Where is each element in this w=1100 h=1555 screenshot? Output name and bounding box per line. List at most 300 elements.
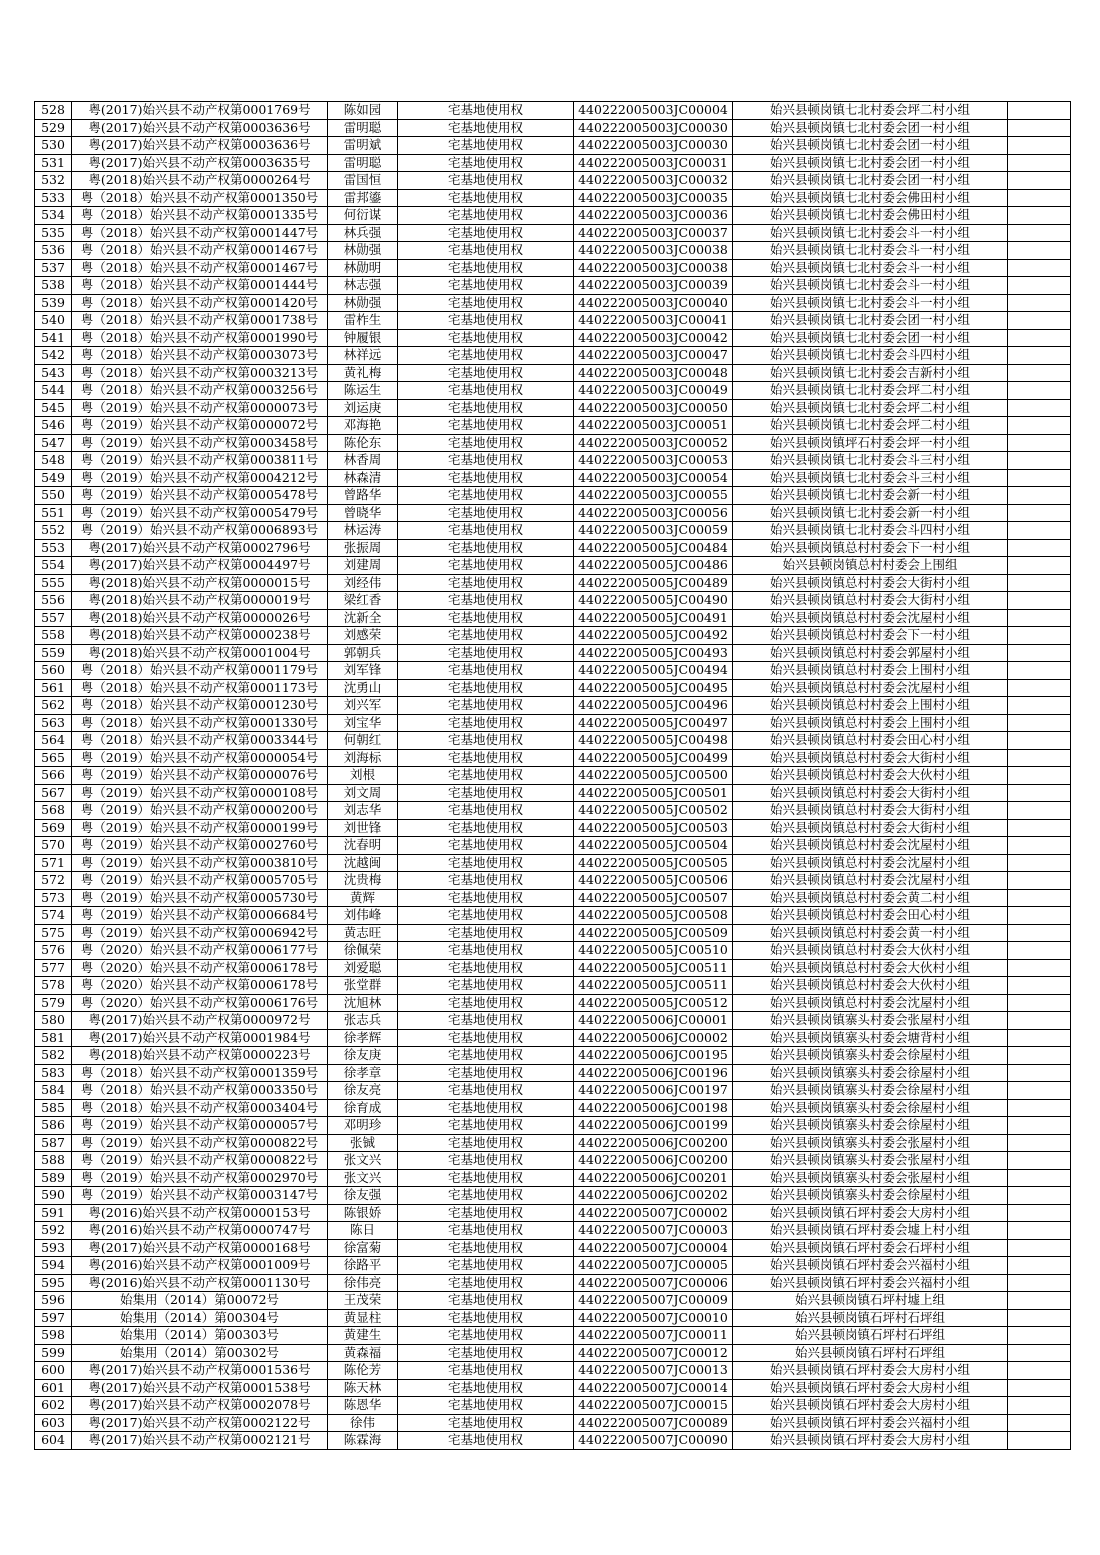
parcel-code-cell: 440222005003JC00059 xyxy=(574,522,733,540)
location-cell: 始兴县顿岗镇总村村委会下一村小组 xyxy=(733,627,1008,645)
right-type-cell: 宅基地使用权 xyxy=(398,189,574,207)
row-number-cell: 533 xyxy=(35,189,72,207)
parcel-code-cell: 440222005007JC00013 xyxy=(574,1362,733,1380)
row-number-cell: 565 xyxy=(35,749,72,767)
remark-cell xyxy=(1008,242,1071,260)
parcel-code-cell: 440222005006JC00198 xyxy=(574,1099,733,1117)
location-cell: 始兴县顿岗镇总村村委会大伙村小组 xyxy=(733,767,1008,785)
right-type-cell: 宅基地使用权 xyxy=(398,1082,574,1100)
parcel-code-cell: 440222005005JC00494 xyxy=(574,662,733,680)
owner-name-cell: 林勋强 xyxy=(328,242,398,260)
row-number-cell: 554 xyxy=(35,557,72,575)
parcel-code-cell: 440222005007JC00090 xyxy=(574,1432,733,1450)
remark-cell xyxy=(1008,1362,1071,1380)
right-type-cell: 宅基地使用权 xyxy=(398,1117,574,1135)
parcel-code-cell: 440222005003JC00053 xyxy=(574,452,733,470)
right-type-cell: 宅基地使用权 xyxy=(398,1047,574,1065)
right-type-cell: 宅基地使用权 xyxy=(398,294,574,312)
table-row xyxy=(35,347,1071,365)
location-cell: 始兴县顿岗镇总村村委会上围村小组 xyxy=(733,714,1008,732)
location-cell: 始兴县顿岗镇七北村委会新一村小组 xyxy=(733,504,1008,522)
parcel-code-cell: 440222005005JC00490 xyxy=(574,592,733,610)
table-row xyxy=(35,592,1071,610)
parcel-code-cell: 440222005003JC00038 xyxy=(574,259,733,277)
parcel-code-cell: 440222005005JC00503 xyxy=(574,819,733,837)
row-number-cell: 595 xyxy=(35,1274,72,1292)
row-number-cell: 561 xyxy=(35,679,72,697)
remark-cell xyxy=(1008,1204,1071,1222)
remark-cell xyxy=(1008,557,1071,575)
parcel-code-cell: 440222005006JC00002 xyxy=(574,1029,733,1047)
right-type-cell: 宅基地使用权 xyxy=(398,924,574,942)
owner-name-cell: 徐路平 xyxy=(328,1257,398,1275)
row-number-cell: 531 xyxy=(35,154,72,172)
row-number-cell: 540 xyxy=(35,312,72,330)
table-row xyxy=(35,399,1071,417)
parcel-code-cell: 440222005006JC00200 xyxy=(574,1134,733,1152)
location-cell: 始兴县顿岗镇石坪村委会兴福村小组 xyxy=(733,1414,1008,1432)
right-type-cell: 宅基地使用权 xyxy=(398,819,574,837)
row-number-cell: 580 xyxy=(35,1012,72,1030)
location-cell: 始兴县顿岗镇石坪村石坪组 xyxy=(733,1327,1008,1345)
remark-cell xyxy=(1008,277,1071,295)
table-row xyxy=(35,1134,1071,1152)
location-cell: 始兴县顿岗镇七北村委会团一村小组 xyxy=(733,119,1008,137)
owner-name-cell: 黄辉 xyxy=(328,889,398,907)
row-number-cell: 604 xyxy=(35,1432,72,1450)
owner-name-cell: 王茂荣 xyxy=(328,1292,398,1310)
remark-cell xyxy=(1008,1257,1071,1275)
location-cell: 始兴县顿岗镇总村村委会大街村小组 xyxy=(733,592,1008,610)
right-type-cell: 宅基地使用权 xyxy=(398,802,574,820)
owner-name-cell: 徐佩荣 xyxy=(328,942,398,960)
remark-cell xyxy=(1008,1187,1071,1205)
remark-cell xyxy=(1008,977,1071,995)
right-type-cell: 宅基地使用权 xyxy=(398,347,574,365)
owner-name-cell: 张振周 xyxy=(328,539,398,557)
remark-cell xyxy=(1008,1309,1071,1327)
certificate-number-cell: 粤（2019）始兴县不动产权第0003458号 xyxy=(72,434,328,452)
owner-name-cell: 林运涛 xyxy=(328,522,398,540)
table-row xyxy=(35,644,1071,662)
location-cell: 始兴县顿岗镇七北村委会新一村小组 xyxy=(733,487,1008,505)
location-cell: 始兴县顿岗镇寨头村委会徐屋村小组 xyxy=(733,1082,1008,1100)
table-row xyxy=(35,1432,1071,1450)
remark-cell xyxy=(1008,837,1071,855)
owner-name-cell: 刘兴军 xyxy=(328,697,398,715)
parcel-code-cell: 440222005003JC00038 xyxy=(574,242,733,260)
parcel-code-cell: 440222005005JC00507 xyxy=(574,889,733,907)
right-type-cell: 宅基地使用权 xyxy=(398,1397,574,1415)
remark-cell xyxy=(1008,522,1071,540)
table-row xyxy=(35,1362,1071,1380)
remark-cell xyxy=(1008,1064,1071,1082)
table-row xyxy=(35,487,1071,505)
remark-cell xyxy=(1008,959,1071,977)
right-type-cell: 宅基地使用权 xyxy=(398,1169,574,1187)
owner-name-cell: 陈银娇 xyxy=(328,1204,398,1222)
table-row xyxy=(35,1274,1071,1292)
remark-cell xyxy=(1008,1222,1071,1240)
right-type-cell: 宅基地使用权 xyxy=(398,767,574,785)
certificate-number-cell: 粤（2018）始兴县不动产权第0003256号 xyxy=(72,382,328,400)
right-type-cell: 宅基地使用权 xyxy=(398,242,574,260)
right-type-cell: 宅基地使用权 xyxy=(398,207,574,225)
owner-name-cell: 张文兴 xyxy=(328,1152,398,1170)
certificate-number-cell: 粤（2018）始兴县不动产权第0003404号 xyxy=(72,1099,328,1117)
remark-cell xyxy=(1008,994,1071,1012)
certificate-number-cell: 粤（2019）始兴县不动产权第0000054号 xyxy=(72,749,328,767)
owner-name-cell: 曾路华 xyxy=(328,487,398,505)
row-number-cell: 543 xyxy=(35,364,72,382)
certificate-number-cell: 粤（2019）始兴县不动产权第0002970号 xyxy=(72,1169,328,1187)
location-cell: 始兴县顿岗镇总村村委会田心村小组 xyxy=(733,907,1008,925)
location-cell: 始兴县顿岗镇七北村委会佛田村小组 xyxy=(733,207,1008,225)
table-row xyxy=(35,854,1071,872)
owner-name-cell: 林志强 xyxy=(328,277,398,295)
certificate-number-cell: 粤（2019）始兴县不动产权第0003147号 xyxy=(72,1187,328,1205)
row-number-cell: 528 xyxy=(35,102,72,120)
right-type-cell: 宅基地使用权 xyxy=(398,1379,574,1397)
owner-name-cell: 沈春明 xyxy=(328,837,398,855)
row-number-cell: 575 xyxy=(35,924,72,942)
location-cell: 始兴县顿岗镇总村村委会大街村小组 xyxy=(733,819,1008,837)
remark-cell xyxy=(1008,119,1071,137)
table-row xyxy=(35,189,1071,207)
right-type-cell: 宅基地使用权 xyxy=(398,1257,574,1275)
parcel-code-cell: 440222005003JC00042 xyxy=(574,329,733,347)
parcel-code-cell: 440222005007JC00009 xyxy=(574,1292,733,1310)
certificate-number-cell: 粤（2018）始兴县不动产权第0003073号 xyxy=(72,347,328,365)
certificate-number-cell: 粤(2018)始兴县不动产权第0001004号 xyxy=(72,644,328,662)
location-cell: 始兴县顿岗镇总村村委会大街村小组 xyxy=(733,749,1008,767)
owner-name-cell: 沈旭林 xyxy=(328,994,398,1012)
owner-name-cell: 沈勇山 xyxy=(328,679,398,697)
remark-cell xyxy=(1008,504,1071,522)
table-row xyxy=(35,452,1071,470)
remark-cell xyxy=(1008,399,1071,417)
parcel-code-cell: 440222005005JC00486 xyxy=(574,557,733,575)
row-number-cell: 529 xyxy=(35,119,72,137)
right-type-cell: 宅基地使用权 xyxy=(398,679,574,697)
owner-name-cell: 徐孝章 xyxy=(328,1064,398,1082)
remark-cell xyxy=(1008,154,1071,172)
right-type-cell: 宅基地使用权 xyxy=(398,977,574,995)
table-row xyxy=(35,1257,1071,1275)
table-row xyxy=(35,1222,1071,1240)
remark-cell xyxy=(1008,1397,1071,1415)
parcel-code-cell: 440222005005JC00502 xyxy=(574,802,733,820)
certificate-number-cell: 始集用（2014）第00302号 xyxy=(72,1344,328,1362)
row-number-cell: 591 xyxy=(35,1204,72,1222)
location-cell: 始兴县顿岗镇总村村委会沈屋村小组 xyxy=(733,994,1008,1012)
owner-name-cell: 陈伦东 xyxy=(328,434,398,452)
certificate-number-cell: 粤（2018）始兴县不动产权第0001330号 xyxy=(72,714,328,732)
right-type-cell: 宅基地使用权 xyxy=(398,154,574,172)
remark-cell xyxy=(1008,609,1071,627)
right-type-cell: 宅基地使用权 xyxy=(398,994,574,1012)
parcel-code-cell: 440222005005JC00506 xyxy=(574,872,733,890)
owner-name-cell: 陈天林 xyxy=(328,1379,398,1397)
owner-name-cell: 陈霖海 xyxy=(328,1432,398,1450)
certificate-number-cell: 粤（2019）始兴县不动产权第0000822号 xyxy=(72,1134,328,1152)
right-type-cell: 宅基地使用权 xyxy=(398,522,574,540)
remark-cell xyxy=(1008,1029,1071,1047)
row-number-cell: 537 xyxy=(35,259,72,277)
owner-name-cell: 张志兵 xyxy=(328,1012,398,1030)
remark-cell xyxy=(1008,819,1071,837)
location-cell: 始兴县顿岗镇寨头村委会徐屋村小组 xyxy=(733,1117,1008,1135)
owner-name-cell: 张铖 xyxy=(328,1134,398,1152)
location-cell: 始兴县顿岗镇寨头村委会张屋村小组 xyxy=(733,1169,1008,1187)
owner-name-cell: 林勋强 xyxy=(328,294,398,312)
certificate-number-cell: 粤（2019）始兴县不动产权第0000108号 xyxy=(72,784,328,802)
table-row xyxy=(35,1117,1071,1135)
remark-cell xyxy=(1008,697,1071,715)
certificate-number-cell: 粤(2017)始兴县不动产权第0001984号 xyxy=(72,1029,328,1047)
table-row xyxy=(35,1239,1071,1257)
right-type-cell: 宅基地使用权 xyxy=(398,172,574,190)
location-cell: 始兴县顿岗镇七北村委会坪二村小组 xyxy=(733,399,1008,417)
certificate-number-cell: 粤（2019）始兴县不动产权第0004212号 xyxy=(72,469,328,487)
location-cell: 始兴县顿岗镇石坪村委会兴福村小组 xyxy=(733,1257,1008,1275)
location-cell: 始兴县顿岗镇总村村委会大伙村小组 xyxy=(733,977,1008,995)
owner-name-cell: 刘军锋 xyxy=(328,662,398,680)
owner-name-cell: 徐富菊 xyxy=(328,1239,398,1257)
certificate-number-cell: 粤（2018）始兴县不动产权第0001230号 xyxy=(72,697,328,715)
certificate-number-cell: 粤（2018）始兴县不动产权第0001467号 xyxy=(72,242,328,260)
table-row xyxy=(35,1397,1071,1415)
remark-cell xyxy=(1008,924,1071,942)
remark-cell xyxy=(1008,1432,1071,1450)
row-number-cell: 586 xyxy=(35,1117,72,1135)
row-number-cell: 592 xyxy=(35,1222,72,1240)
row-number-cell: 545 xyxy=(35,399,72,417)
remark-cell xyxy=(1008,574,1071,592)
certificate-number-cell: 粤（2018）始兴县不动产权第0001467号 xyxy=(72,259,328,277)
remark-cell xyxy=(1008,1082,1071,1100)
parcel-code-cell: 440222005006JC00197 xyxy=(574,1082,733,1100)
table-row xyxy=(35,434,1071,452)
parcel-code-cell: 440222005003JC00039 xyxy=(574,277,733,295)
right-type-cell: 宅基地使用权 xyxy=(398,1029,574,1047)
owner-name-cell: 刘运庚 xyxy=(328,399,398,417)
owner-name-cell: 刘根 xyxy=(328,767,398,785)
owner-name-cell: 徐育成 xyxy=(328,1099,398,1117)
right-type-cell: 宅基地使用权 xyxy=(398,1414,574,1432)
remark-cell xyxy=(1008,189,1071,207)
parcel-code-cell: 440222005005JC00497 xyxy=(574,714,733,732)
parcel-code-cell: 440222005005JC00493 xyxy=(574,644,733,662)
location-cell: 始兴县顿岗镇七北村委会斗一村小组 xyxy=(733,294,1008,312)
table-row xyxy=(35,1169,1071,1187)
row-number-cell: 590 xyxy=(35,1187,72,1205)
right-type-cell: 宅基地使用权 xyxy=(398,644,574,662)
row-number-cell: 600 xyxy=(35,1362,72,1380)
right-type-cell: 宅基地使用权 xyxy=(398,854,574,872)
parcel-code-cell: 440222005005JC00504 xyxy=(574,837,733,855)
table-row xyxy=(35,942,1071,960)
certificate-number-cell: 粤(2018)始兴县不动产权第0000264号 xyxy=(72,172,328,190)
owner-name-cell: 曾晓华 xyxy=(328,504,398,522)
certificate-number-cell: 粤(2017)始兴县不动产权第0003636号 xyxy=(72,137,328,155)
right-type-cell: 宅基地使用权 xyxy=(398,574,574,592)
owner-name-cell: 刘文周 xyxy=(328,784,398,802)
remark-cell xyxy=(1008,907,1071,925)
right-type-cell: 宅基地使用权 xyxy=(398,137,574,155)
parcel-code-cell: 440222005006JC00201 xyxy=(574,1169,733,1187)
remark-cell xyxy=(1008,1047,1071,1065)
row-number-cell: 547 xyxy=(35,434,72,452)
location-cell: 始兴县顿岗镇总村村委会黄二村小组 xyxy=(733,889,1008,907)
remark-cell xyxy=(1008,1169,1071,1187)
row-number-cell: 555 xyxy=(35,574,72,592)
right-type-cell: 宅基地使用权 xyxy=(398,627,574,645)
right-type-cell: 宅基地使用权 xyxy=(398,1099,574,1117)
parcel-code-cell: 440222005007JC00010 xyxy=(574,1309,733,1327)
parcel-code-cell: 440222005003JC00031 xyxy=(574,154,733,172)
row-number-cell: 589 xyxy=(35,1169,72,1187)
row-number-cell: 573 xyxy=(35,889,72,907)
owner-name-cell: 陈恩华 xyxy=(328,1397,398,1415)
owner-name-cell: 黄礼梅 xyxy=(328,364,398,382)
parcel-code-cell: 440222005005JC00511 xyxy=(574,977,733,995)
parcel-code-cell: 440222005003JC00054 xyxy=(574,469,733,487)
row-number-cell: 572 xyxy=(35,872,72,890)
certificate-number-cell: 粤（2018）始兴县不动产权第0001738号 xyxy=(72,312,328,330)
parcel-code-cell: 440222005007JC00089 xyxy=(574,1414,733,1432)
table-row xyxy=(35,504,1071,522)
row-number-cell: 551 xyxy=(35,504,72,522)
parcel-code-cell: 440222005003JC00050 xyxy=(574,399,733,417)
right-type-cell: 宅基地使用权 xyxy=(398,1064,574,1082)
row-number-cell: 530 xyxy=(35,137,72,155)
records-table-body xyxy=(35,102,1071,1450)
right-type-cell: 宅基地使用权 xyxy=(398,714,574,732)
certificate-number-cell: 粤（2019）始兴县不动产权第0006893号 xyxy=(72,522,328,540)
location-cell: 始兴县顿岗镇七北村委会团一村小组 xyxy=(733,312,1008,330)
certificate-number-cell: 粤（2018）始兴县不动产权第0001359号 xyxy=(72,1064,328,1082)
row-number-cell: 583 xyxy=(35,1064,72,1082)
table-row xyxy=(35,382,1071,400)
parcel-code-cell: 440222005003JC00035 xyxy=(574,189,733,207)
certificate-number-cell: 粤（2019）始兴县不动产权第0006942号 xyxy=(72,924,328,942)
table-row xyxy=(35,1204,1071,1222)
location-cell: 始兴县顿岗镇七北村委会斗一村小组 xyxy=(733,277,1008,295)
parcel-code-cell: 440222005003JC00055 xyxy=(574,487,733,505)
owner-name-cell: 徐伟 xyxy=(328,1414,398,1432)
certificate-number-cell: 粤(2018)始兴县不动产权第0000019号 xyxy=(72,592,328,610)
remark-cell xyxy=(1008,347,1071,365)
table-row xyxy=(35,574,1071,592)
remark-cell xyxy=(1008,137,1071,155)
right-type-cell: 宅基地使用权 xyxy=(398,942,574,960)
certificate-number-cell: 粤（2019）始兴县不动产权第0005730号 xyxy=(72,889,328,907)
remark-cell xyxy=(1008,1327,1071,1345)
certificate-number-cell: 粤(2016)始兴县不动产权第0000747号 xyxy=(72,1222,328,1240)
certificate-number-cell: 粤（2018）始兴县不动产权第0001990号 xyxy=(72,329,328,347)
table-row xyxy=(35,102,1071,120)
row-number-cell: 578 xyxy=(35,977,72,995)
row-number-cell: 559 xyxy=(35,644,72,662)
location-cell: 始兴县顿岗镇七北村委会斗三村小组 xyxy=(733,452,1008,470)
remark-cell xyxy=(1008,294,1071,312)
certificate-number-cell: 粤(2017)始兴县不动产权第0000168号 xyxy=(72,1239,328,1257)
parcel-code-cell: 440222005005JC00491 xyxy=(574,609,733,627)
owner-name-cell: 梁红香 xyxy=(328,592,398,610)
certificate-number-cell: 粤（2019）始兴县不动产权第0000076号 xyxy=(72,767,328,785)
certificate-number-cell: 粤（2018）始兴县不动产权第0003350号 xyxy=(72,1082,328,1100)
location-cell: 始兴县顿岗镇总村村委会上围村小组 xyxy=(733,697,1008,715)
location-cell: 始兴县顿岗镇总村村委会下一村小组 xyxy=(733,539,1008,557)
certificate-number-cell: 粤（2018）始兴县不动产权第0001420号 xyxy=(72,294,328,312)
owner-name-cell: 黄建生 xyxy=(328,1327,398,1345)
row-number-cell: 548 xyxy=(35,452,72,470)
parcel-code-cell: 440222005003JC00056 xyxy=(574,504,733,522)
location-cell: 始兴县顿岗镇寨头村委会塘背村小组 xyxy=(733,1029,1008,1047)
right-type-cell: 宅基地使用权 xyxy=(398,434,574,452)
row-number-cell: 550 xyxy=(35,487,72,505)
table-row xyxy=(35,802,1071,820)
location-cell: 始兴县顿岗镇总村村委会上围组 xyxy=(733,557,1008,575)
parcel-code-cell: 440222005005JC00498 xyxy=(574,732,733,750)
parcel-code-cell: 440222005003JC00004 xyxy=(574,102,733,120)
parcel-code-cell: 440222005007JC00011 xyxy=(574,1327,733,1345)
right-type-cell: 宅基地使用权 xyxy=(398,592,574,610)
right-type-cell: 宅基地使用权 xyxy=(398,364,574,382)
owner-name-cell: 雷明聪 xyxy=(328,119,398,137)
location-cell: 始兴县顿岗镇石坪村委会大房村小组 xyxy=(733,1432,1008,1450)
certificate-number-cell: 粤（2020）始兴县不动产权第0006177号 xyxy=(72,942,328,960)
remark-cell xyxy=(1008,749,1071,767)
location-cell: 始兴县顿岗镇七北村委会吉新村小组 xyxy=(733,364,1008,382)
row-number-cell: 532 xyxy=(35,172,72,190)
remark-cell xyxy=(1008,1274,1071,1292)
remark-cell xyxy=(1008,592,1071,610)
right-type-cell: 宅基地使用权 xyxy=(398,469,574,487)
table-row xyxy=(35,679,1071,697)
certificate-number-cell: 粤(2017)始兴县不动产权第0001536号 xyxy=(72,1362,328,1380)
owner-name-cell: 林森清 xyxy=(328,469,398,487)
row-number-cell: 535 xyxy=(35,224,72,242)
row-number-cell: 598 xyxy=(35,1327,72,1345)
parcel-code-cell: 440222005003JC00040 xyxy=(574,294,733,312)
table-row xyxy=(35,924,1071,942)
owner-name-cell: 何朝红 xyxy=(328,732,398,750)
parcel-code-cell: 440222005005JC00496 xyxy=(574,697,733,715)
row-number-cell: 536 xyxy=(35,242,72,260)
row-number-cell: 577 xyxy=(35,959,72,977)
parcel-code-cell: 440222005005JC00492 xyxy=(574,627,733,645)
table-row xyxy=(35,1187,1071,1205)
row-number-cell: 570 xyxy=(35,837,72,855)
owner-name-cell: 陈伦芳 xyxy=(328,1362,398,1380)
remark-cell xyxy=(1008,364,1071,382)
certificate-number-cell: 粤(2016)始兴县不动产权第0001009号 xyxy=(72,1257,328,1275)
location-cell: 始兴县顿岗镇寨头村委会徐屋村小组 xyxy=(733,1064,1008,1082)
table-row xyxy=(35,294,1071,312)
table-row xyxy=(35,522,1071,540)
right-type-cell: 宅基地使用权 xyxy=(398,1362,574,1380)
right-type-cell: 宅基地使用权 xyxy=(398,1222,574,1240)
table-row xyxy=(35,662,1071,680)
certificate-number-cell: 粤(2018)始兴县不动产权第0000026号 xyxy=(72,609,328,627)
certificate-number-cell: 粤(2016)始兴县不动产权第0001130号 xyxy=(72,1274,328,1292)
owner-name-cell: 雷邦鎏 xyxy=(328,189,398,207)
row-number-cell: 597 xyxy=(35,1309,72,1327)
certificate-number-cell: 粤（2019）始兴县不动产权第0005705号 xyxy=(72,872,328,890)
remark-cell xyxy=(1008,469,1071,487)
